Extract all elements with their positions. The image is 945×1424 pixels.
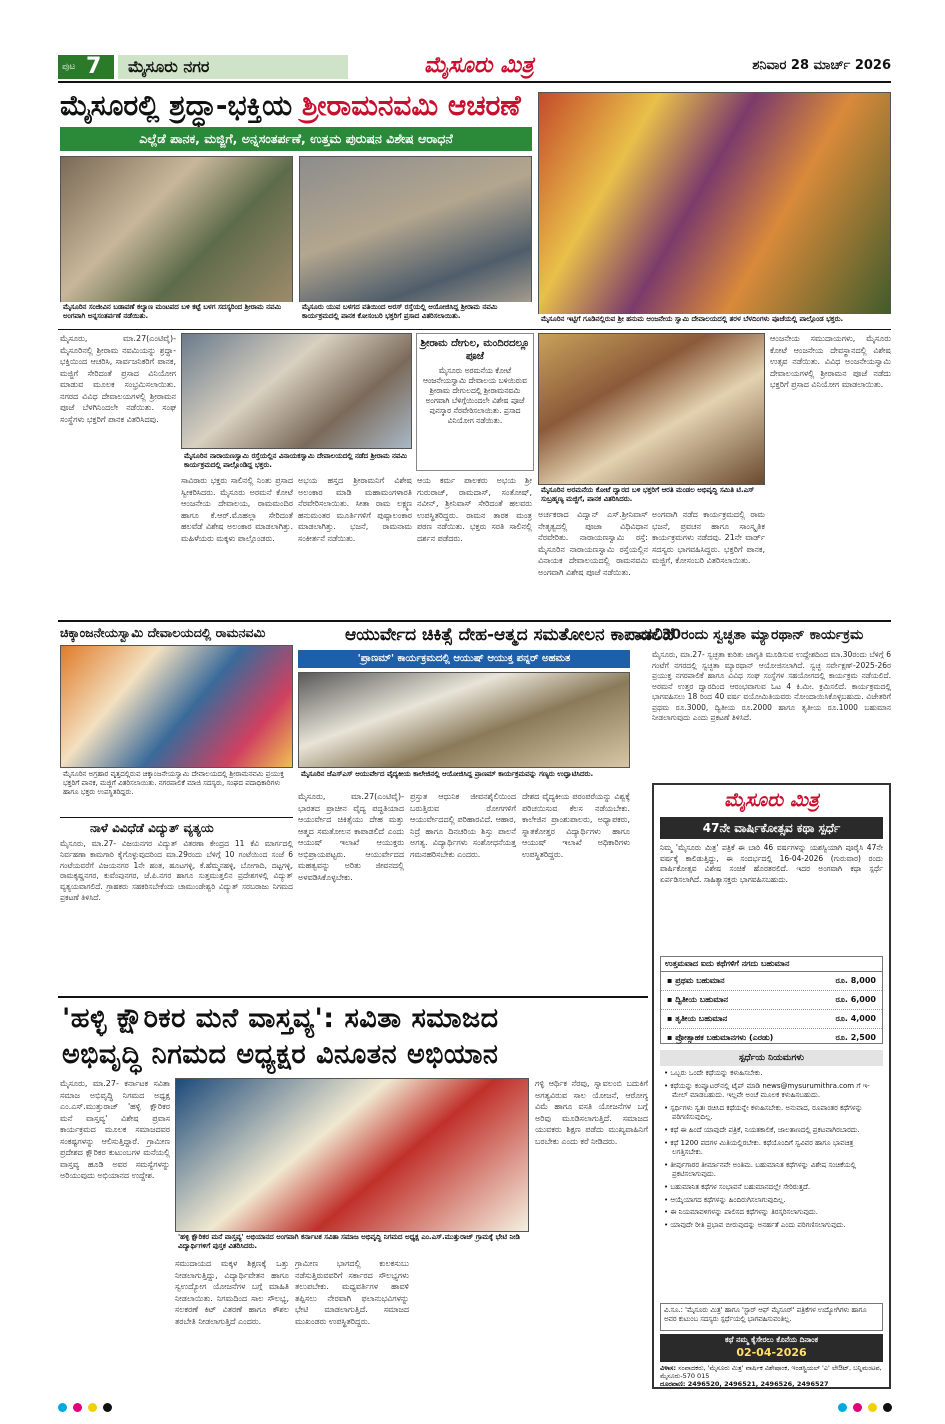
story1-box-text: ಮೈಸೂರು ಅರಮನೆಯ ಕೋಟೆ ಆಂಜನೇಯಸ್ವಾಮಿ ದೇವಾಲಯ ಬಳಿಯಿರುವ ಶ್ರೀರಾಮ ದೇಗುಲದಲ್ಲಿ ಶ್ರೀರಾಮನವಮಿ ಅಂಗವಾಗಿ ಬೆಳಿಗ್ಗೆಯಿಂದಲೇ ವಿಶೇಷ ಪೂಜೆ ಪುನಸ್ಕಾರ ನೆರವೇರಿಸಲಾಯಿತು. ಪ್ರಸಾದ ವಿನಿಯೋಗ ನಡೆಯಿತು. — [423, 366, 527, 425]
story1-column-2: ಸಾವಿರಾರು ಭಕ್ತರು ಸಾಲಿನಲ್ಲಿ ನಿಂತು ಪ್ರಸಾದ ಸ್ವೀಕರಿಸಿದರು. ಮೈಸೂರು ಅರಮನೆ ಕೋಟೆ ಆಂಜನೇಯ ದೇವಾಲಯ, ರಾಮಮಂದಿರ ಹಾಗೂ ಕೆ.ಆರ್.ಮೊಹಲ್ಲಾ ಸೇರಿದಂತೆ ಹಲವೆಡೆ ವಿಶೇಷ ಅಲಂಕಾರ ಮಾಡಲಾಗಿತ್ತು. ಮಹಿಳೆಯರು ಮಕ್ಕಳು ಪಾಲ್ಗೊಂಡರು. — [181, 476, 293, 543]
story1-photo-4 — [181, 333, 412, 449]
contest-intro: ನಿಮ್ಮ 'ಮೈಸೂರು ಮಿತ್ರ' ಪತ್ರಿಕೆ ಈ ಬಾರಿ 46 ವರ್ಷಗಳನ್ನು ಯಶಸ್ವಿಯಾಗಿ ಪೂರೈಸಿ 47ನೇ ವರ್ಷಕ್ಕೆ ಕಾಲಿಡುತ್ತಿದ್ದು, ಈ ಸಂದರ್ಭದಲ್ಲಿ 16-04-2026 (ಗುರುವಾರ) ರಂದು ವಾರ್ಷಿಕೋತ್ಸವ ವಿಶೇಷ ಸಂಚಿಕೆ ಹೊರತರಲಿದೆ. ಇದರ ಅಂಗವಾಗಿ ಕಥಾ ಸ್ಪರ್ಧೆ ಏರ್ಪಡಿಸಲಾಗಿದೆ. ಸಾಹಿತ್ಯಾಸಕ್ತರು ಭಾಗವಹಿಸಬಹುದು. — [660, 843, 883, 884]
story6-column-3: ಗ್ರಾಮೀಣ ಭಾಗದಲ್ಲಿ ಕುಲಕಸುಬು ನಡೆಸುತ್ತಿರುವವರಿಗೆ ಸರ್ಕಾರದ ಸೌಲಭ್ಯಗಳು ತಲುಪಬೇಕು. ಮಧ್ಯವರ್ತಿಗಳ ಹಾವಳಿ ತಪ್ಪಿಸಲು ನೇರವಾಗಿ ಫಲಾನುಭವಿಗಳನ್ನು ಭೇಟಿ ಮಾಡಲಾಗುತ್ತಿದೆ. ಸಮಾಜದ ಮುಖಂಡರು ಉಪಸ್ಥಿತರಿದ್ದರು. — [295, 1259, 409, 1326]
section-title: ಮೈಸೂರು ನಗರ — [118, 55, 348, 79]
contest-box — [652, 783, 891, 1389]
deadline-box — [660, 1334, 883, 1362]
story6-column-2: ಸಮುದಾಯದ ಮಕ್ಕಳ ಶಿಕ್ಷಣಕ್ಕೆ ಒತ್ತು ನೀಡಲಾಗುತ್ತಿದ್ದು, ವಿದ್ಯಾರ್ಥಿವೇತನ ಹಾಗೂ ಸ್ವಉದ್ಯೋಗ ಯೋಜನೆಗಳ ಬಗ್ಗೆ ಮಾಹಿತಿ ನೀಡಲಾಯಿತು. ನಿಗಮದಿಂದ ಸಾಲ ಸೌಲಭ್ಯ, ಸಲಕರಣೆ ಕಿಟ್ ವಿತರಣೆ ಹಾಗೂ ಕೌಶಲ ತರಬೇತಿ ನೀಡಲಾಗುತ್ತಿದೆ ಎಂದರು. — [175, 1259, 289, 1326]
registration-dot — [853, 1403, 862, 1412]
registration-dots-left — [58, 1403, 112, 1412]
issue-date: ಶನಿವಾರ 28 ಮಾರ್ಚ್ 2026 — [752, 58, 891, 73]
story1-box — [416, 333, 534, 471]
story6-column-3b — [415, 1258, 529, 1390]
story3-text: ಮೈಸೂರು, ಮಾ.27- ವಿಜಯನಗರ ವಿದ್ಯುತ್ ವಿತರಣಾ ಕೇಂದ್ರದ 11 ಕೆವಿ ಮಾರ್ಗದಲ್ಲಿ ನಿರ್ವಹಣಾ ಕಾಮಗಾರಿ ಕೈಗೊಳ್ಳುವುದರಿಂದ ಮಾ.29ರಂದು ಬೆಳಿಗ್ಗೆ 10 ಗಂಟೆಯಿಂದ ಸಂಜೆ 6 ಗಂಟೆಯವರೆಗೆ ವಿಜಯನಗರ 1ನೇ ಹಂತ, ಹೂಟಗಳ್ಳಿ, ಕೆ.ಹೆಮ್ಮನಹಳ್ಳಿ, ಬೋಗಾದಿ, ದಟ್ಟಗಳ್ಳಿ, ರಾಮಕೃಷ್ಣನಗರ, ಕುವೆಂಪುನಗರ, ಜೆ.ಪಿ.ನಗರ ಹಾಗೂ ಸುತ್ತಮುತ್ತಲಿನ ಪ್ರದೇಶಗಳಲ್ಲಿ ವಿದ್ಯುತ್ ವ್ಯತ್ಯಯವಾಗಲಿದೆ. ಗ್ರಾಹಕರು ಸಹಕರಿಸಬೇಕೆಂದು ಚಾಮುಂಡೇಶ್ವರಿ ವಿದ್ಯುತ್ ಸರಬರಾಜು ನಿಗಮದ ಪ್ರಕಟಣೆ ತಿಳಿಸಿದೆ. — [60, 839, 293, 902]
story1-caption-4: ಮೈಸೂರಿನ ನಾರಾಯಣಸ್ವಾಮಿ ರಸ್ತೆಯಲ್ಲಿನ ವಿನಾಯಕಸ್ವಾಮಿ ದೇವಾಲಯದಲ್ಲಿ ನಡೆದ ಶ್ರೀರಾಮ ನವಮಿ ಕಾರ್ಯಕ್ರಮದಲ್ಲಿ ಪಾಲ್ಗೊಂಡಿದ್ದ ಭಕ್ತರು. — [181, 451, 412, 471]
story2-photo — [60, 645, 293, 768]
deadline-date: 02-04-2026 — [736, 1346, 807, 1359]
prize-amount: ರೂ. 6,000 — [835, 995, 876, 1004]
story1-caption-5: ಮೈಸೂರಿನ ಅರಮನೆಯ ಕೋಟೆ ದ್ವಾರದ ಬಳಿ ಭಕ್ತರಿಗೆ ಆರತಿ ಮಂಡಲ ಅಭಿವೃದ್ಧಿ ಸಮಿತಿ ಟಿ.ಎಸ್ ಸುಬ್ರಹ್ಮಣ್ಯ ಮಜ್ಜಿಗೆ, ಪಾನಕ ವಿತರಿಸಿದರು. — [538, 485, 765, 505]
story5-text: ಮೈಸೂರು, ಮಾ.27- ಸ್ವಚ್ಛತಾ ಕುರಿತು ಜಾಗೃತಿ ಮೂಡಿಸುವ ಉದ್ದೇಶದಿಂದ ಮಾ.30ರಂದು ಬೆಳಿಗ್ಗೆ 6 ಗಂಟೆಗೆ ನಗರದಲ್ಲಿ ಸ್ವಚ್ಛತಾ ಮ್ಯಾರಥಾನ್ ಆಯೋಜಿಸಲಾಗಿದೆ. ಸ್ವಚ್ಛ ಸರ್ವೇಕ್ಷಣ್-2025-26ರ ಪ್ರಯುಕ್ತ ನಗರಪಾಲಿಕೆ ಹಾಗೂ ವಿವಿಧ ಸಂಘ ಸಂಸ್ಥೆಗಳ ಸಹಯೋಗದಲ್ಲಿ ಕಾರ್ಯಕ್ರಮ ನಡೆಯಲಿದೆ. ಅರಮನೆ ಉತ್ತರ ದ್ವಾರದಿಂದ ಆರಂಭವಾಗುವ ಓಟ 4 ಕಿ.ಮೀ. ಕ್ರಮಿಸಲಿದೆ. ಕಾರ್ಯಕ್ರಮದಲ್ಲಿ ಭಾಗವಹಿಸಲು 18 ರಿಂದ 40 ವರ್ಷ ವಯೋಮಿತಿಯವರು ನೋಂದಾಯಿಸಿಕೊಳ್ಳಬಹುದು. ವಿಜೇತರಿಗೆ ಪ್ರಥಮ ರೂ.3000, ದ್ವಿತೀಯ ರೂ.2000 ಹಾಗೂ ತೃತೀಯ ರೂ.1000 ಬಹುಮಾನ ನೀಡಲಾಗುವುದು ಎಂದು ಪ್ರಕಟಣೆ ತಿಳಿಸಿದೆ. — [652, 650, 891, 722]
masthead-rule — [58, 81, 891, 83]
story1-column-5: ಅರ್ಚಕರಾದ ವಿದ್ವಾನ್ ಎಸ್.ಶ್ರೀನಿವಾಸ್ ನೇತೃತ್ವದಲ್ಲಿ ಪೂಜಾ ವಿಧಿವಿಧಾನ ನೆರವೇರಿತು. ನಾರಾಯಣಸ್ವಾಮಿ ರಸ್ತೆ: ಮೈಸೂರಿನ ನಾರಾಯಣಸ್ವಾಮಿ ರಸ್ತೆಯಲ್ಲಿನ ವಿನಾಯಕ ದೇವಾಲಯದಲ್ಲಿ ರಾಮನವಮಿ ಅಂಗವಾಗಿ ವಿಶೇಷ ಪೂಜೆ ನಡೆಯಿತು. — [538, 510, 648, 577]
story1-column-7: ಆಂಜನೇಯ ಸಮುದಾಯಗಳು, ಮೈಸೂರು ಕೋಟೆ ಆಂಜನೇಯ ದೇವಸ್ಥಾನದಲ್ಲಿ ವಿಶೇಷ ಉತ್ಸವ ನಡೆಯಿತು. ವಿವಿಧ ಅಂಜನೇಯಸ್ವಾಮಿ ದೇವಾಲಯಗಳಲ್ಲಿ ಶ್ರೀರಾಮನ ಪೂಜೆ ನಡೆದು ಭಕ್ತರಿಗೆ ಪ್ರಸಾದ ವಿನಿಯೋಗ ಮಾಡಲಾಯಿತು. — [770, 334, 891, 389]
story1-column-3: ಅಭಯ ಹಸ್ತದ ಶ್ರೀರಾಮನಿಗೆ ವಿಶೇಷ ಅಲಂಕಾರ ಮಾಡಿ ಮಹಾಮಂಗಳಾರತಿ ನೆರವೇರಿಸಲಾಯಿತು. ಸೀತಾ ರಾಮ ಲಕ್ಷ್ಮಣ ಹನುಮಂತರ ಮೂರ್ತಿಗಳಿಗೆ ಪುಷ್ಪಾಲಂಕಾರ ಮಾಡಲಾಗಿತ್ತು. ಭಜನೆ, ರಾಮನಾಮ ಸಂಕೀರ್ತನೆ ನಡೆಯಿತು. — [298, 476, 412, 543]
prize-table-title: ಉತ್ತಮವಾದ ಐದು ಕಥೆಗಳಿಗೆ ನಗದು ಬಹುಮಾನ — [661, 957, 882, 972]
story1-headline-a: ಮೈಸೂರಲ್ಲಿ ಶ್ರದ್ಧಾ-ಭಕ್ತಿಯ — [60, 89, 293, 122]
rules-title: ಸ್ಪರ್ಧೆಯ ನಿಯಮಗಳು — [660, 1050, 883, 1066]
page-number: 7 — [86, 54, 102, 79]
registration-dot — [868, 1403, 877, 1412]
prize-label: ▪ ಪ್ರಥಮ ಬಹುಮಾನ — [667, 976, 725, 985]
story1-headline-b: ಶ್ರೀರಾಮನವಮಿ ಆಚರಣೆ — [301, 89, 521, 122]
rule-item: • ಕಥೆಯನ್ನು ಕಂಪ್ಯೂಟರ್‌ನಲ್ಲಿ ಟೈಪ್ ಮಾಡಿ news@mysurumithra.com ಗೆ ಇ-ಮೇಲ್ ಮಾಡಬಹುದು. ಇಲ್ಲವೇ ಅಂಚೆ ಮೂಲಕ ಕಳುಹಿಸಬಹುದು. — [664, 1081, 870, 1100]
story1-caption-1: ಮೈಸೂರಿನ ಸಂಜೀವಿನ ಬಡಾವಣೆ ಕಲ್ಯಾಣ ಮಂಟಪದ ಬಳಿ ಕಟ್ಟೆ ಬಳಗ ಸದಸ್ಯರಿಂದ ಶ್ರೀರಾಮ ನವಮಿ ಅಂಗವಾಗಿ ಅನ್ನಸಂತರ್ಪಣೆ ನಡೆಯಿತು. — [60, 302, 293, 324]
prize-label: ▪ ದ್ವಿತೀಯ ಬಹುಮಾನ — [667, 995, 729, 1004]
story1-bottom-rule — [58, 620, 891, 622]
story4-subhead: 'ಪ್ರಾಣಮ್' ಕಾರ್ಯಕ್ರಮದಲ್ಲಿ ಆಯುಷ್ ಆಯುಕ್ತ ಪನ್ನರ್ ಅಹಮತ — [298, 650, 630, 668]
story1-column-1: ಮೈಸೂರು, ಮಾ.27(ಎಂಟಿವೈ)- ಮೈಸೂರಿನಲ್ಲಿ ಶ್ರೀರಾಮ ನವಮಿಯನ್ನು ಶ್ರದ್ಧಾ-ಭಕ್ತಿಯಿಂದ ಆಚರಿಸಿ, ಸಾರ್ವಜನಿಕರಿಗೆ ಪಾನಕ, ಮಜ್ಜಿಗೆ ಸೇರಿದಂತೆ ಪ್ರಸಾದ ವಿನಿಯೋಗ ಮಾಡುವ ಮೂಲಕ ಸಂಭ್ರಮಿಸಲಾಯಿತು. ನಗರದ ವಿವಿಧ ದೇವಾಲಯಗಳಲ್ಲಿ ಶ್ರೀರಾಮನ ಪೂಜೆ ಬೆಳಗಿನಿಂದಲೇ ನಡೆಯಿತು. ಸಂಘ ಸಂಸ್ಥೆಗಳು ಭಕ್ತರಿಗೆ ಪಾನಕ ವಿತರಿಸಿದವು. — [60, 334, 176, 424]
story6-photo — [175, 1078, 529, 1232]
registration-dot — [88, 1403, 97, 1412]
masthead — [58, 52, 891, 80]
rule-item: • ಆಯ್ಕೆಯಾಗದ ಕಥೆಗಳನ್ನು ಹಿಂದಿರುಗಿಸಲಾಗುವುದಿಲ್ಲ. — [664, 1195, 786, 1204]
registration-dot — [73, 1403, 82, 1412]
story1-box-title: ಶ್ರೀರಾಮ ದೇಗುಲ, ಮಂದಿರದಲ್ಲೂ ಪೂಜೆ — [420, 338, 530, 362]
rules-list — [664, 1069, 883, 1299]
registration-dots-right — [838, 1403, 892, 1412]
story1-photo-2 — [299, 156, 532, 324]
deadline-label: ಕಥೆ ನಮ್ಮ ಕೈಸೇರಲು ಕೊನೆಯ ದಿನಾಂಕ — [725, 1335, 818, 1344]
story6-headline-1: 'ಹಳ್ಳಿ ಕ್ಷೌರಿಕರ ಮನೆ ವಾಸ್ತವ್ಯ': ಸವಿತಾ ಸಮಾಜದ — [62, 1003, 499, 1034]
rule-item: • ಈ ನಿಯಮಾವಳಿಗಳನ್ನು ಪಾಲಿಸದ ಕಥೆಗಳನ್ನು ತಿರಸ್ಕರಿಸಲಾಗುವುದು. — [664, 1208, 818, 1217]
prize-row — [661, 1029, 882, 1047]
story1-caption-3: ಮೈಸೂರಿನ ಇಟ್ಟಿಗೆ ಗೂಡಿನಲ್ಲಿರುವ ಶ್ರೀ ಹನುಮ ಆಂಜನೇಯ ಸ್ವಾಮಿ ದೇವಾಲಯದಲ್ಲಿ ತರಳ ಬೆಳದಿಂಗಳು ಪೂಜೆಯಲ್ಲಿ ಪಾಲ್ಗೊಂಡ ಭಕ್ತರು. — [538, 314, 891, 326]
address-text: ಸಂಪಾದಕರು, 'ಮೈಸೂರು ಮಿತ್ರ' ವಾರ್ಷಿಕ ವಿಶೇಷಾಂಕ, ಇಂಡಸ್ಟ್ರಿಯಲ್ 'ಎ' ಲೇಔಟ್, ಬನ್ನಿಮಂಟಪ, ಮೈಸೂರು-570 015 — [660, 1364, 882, 1380]
prize-rows — [661, 972, 882, 1047]
rule-item: • ಬಹುಮಾನಿತ ಕಥೆಗಳ ಸಂಭಾವನೆ ಬಹುಮಾನದಲ್ಲೇ ಸೇರಿರುತ್ತದೆ. — [664, 1182, 811, 1191]
rule-item: • ಸ್ಪರ್ಧಿಗಳು ಸ್ವತಃ ರಚಿಸಿದ ಕಥೆಯನ್ನೇ ಕಳುಹಿಸಬೇಕು. ಅನುವಾದ, ರೂಪಾಂತರ ಕಥೆಗಳನ್ನು ಪರಿಗಣಿಸುವುದಿಲ್ಲ. — [664, 1103, 863, 1122]
prize-row — [661, 1010, 882, 1029]
rule-item: • ಯಾವುದೇ ರೀತಿ ಪ್ರಭಾವ ಬೀರುವುದನ್ನು ಅನರ್ಹತೆ ಎಂದು ಪರಿಗಣಿಸಲಾಗುವುದು. — [664, 1220, 846, 1229]
prize-table — [660, 956, 883, 1044]
paper-name: ಮೈಸೂರು ಮಿತ್ರ — [424, 53, 534, 78]
registration-dot — [58, 1403, 67, 1412]
story3-headline: ನಾಳೆ ವಿವಿಧೆಡೆ ವಿದ್ಯುತ್ ವ್ಯತ್ಯಯ — [90, 821, 214, 835]
story1-subhead: ಎಲ್ಲೆಡೆ ಪಾನಕ, ಮಜ್ಜಿಗೆ, ಅನ್ನಸಂತರ್ಪಣೆ, ಉತ್ತಮ ಪುರುಷನ ವಿಶೇಷ ಆರಾಧನೆ — [60, 127, 532, 151]
prize-amount: ರೂ. 2,500 — [835, 1033, 876, 1042]
story4-column-2: ಪ್ರಸ್ತುತ ಆಧುನಿಕ ಜೀವನಶೈಲಿಯಿಂದ ಬರುತ್ತಿರುವ ರೋಗಗಳಿಗೆ ಆಯುರ್ವೇದದಲ್ಲಿ ಪರಿಹಾರವಿದೆ. ಆಹಾರ, ನಿದ್ರೆ ಹಾಗೂ ದಿನಚರಿಯ ಶಿಸ್ತು ಪಾಲನೆ ಅಗತ್ಯ. ವಿದ್ಯಾರ್ಥಿಗಳು ಸಂಶೋಧನೆಯತ್ತ ಗಮನಹರಿಸಬೇಕು ಎಂದರು. — [410, 792, 516, 859]
story1-column-4: ಆಯ ಕರ್ಮ ಪಾಲಕರು ಅಭಯ ಶ್ರೀ ಗುರುರಾಜ್, ರಾಮದಾಸ್, ಸಂತೋಷ್, ನವೀನ್, ಶ್ರೀನಿವಾಸ್ ಸೇರಿದಂತೆ ಹಲವರು ಉಪಸ್ಥಿತರಿದ್ದರು. ರಾಮನ ತಾರಕ ಮಂತ್ರ ಪಠಣ ನಡೆಯಿತು. ಭಕ್ತರು ಸರತಿ ಸಾಲಿನಲ್ಲಿ ದರ್ಶನ ಪಡೆದರು. — [417, 476, 532, 543]
page-number-box — [58, 55, 114, 79]
story3-top-rule — [60, 817, 293, 818]
story1-headline — [60, 88, 521, 124]
story6-column-4: ಗಳ್ಳಿ ಆರ್ಥಿಕ ನೆರವು, ಸ್ವಾವಲಂಬಿ ಬದುಕಿಗೆ ಅಗತ್ಯವಿರುವ ಸಾಲ ಯೋಜನೆ, ಆರೋಗ್ಯ ವಿಮೆ ಹಾಗೂ ವಸತಿ ಯೋಜನೆಗಳ ಬಗ್ಗೆ ಅರಿವು ಮೂಡಿಸಲಾಗುತ್ತಿದೆ. ಸಮಾಜದ ಯುವಕರು ಶಿಕ್ಷಣ ಪಡೆದು ಮುಖ್ಯವಾಹಿನಿಗೆ ಬರಬೇಕು ಎಂದು ಕರೆ ನೀಡಿದರು. — [535, 1079, 648, 1146]
story1-photo-1 — [60, 156, 293, 324]
story1-caption-2: ಮೈಸೂರು ಯುವ ಬಳಗದ ವತಿಯಿಂದ ಅರಸ್ ರಸ್ತೆಯಲ್ಲಿ ಆಯೋಜಿಸಿದ್ದ ಶ್ರೀರಾಮ ನವಮಿ ಕಾರ್ಯಕ್ರಮದಲ್ಲಿ ಪಾನಕ ಕೋಸಂಬರಿ ಭಕ್ತರಿಗೆ ಪ್ರಸಾದ ವಿತರಿಸಲಾಯಿತು. — [299, 302, 532, 324]
address-label: ವಿಳಾಸ: — [660, 1364, 677, 1372]
prize-row — [661, 991, 882, 1010]
story4-column-3: ದೇಶದ ವೈದ್ಯಕೀಯ ಪರಂಪರೆಯನ್ನು ವಿಶ್ವಕ್ಕೆ ಪರಿಚಯಿಸುವ ಕೆಲಸ ನಡೆಯಬೇಕು. ಕಾಲೇಜಿನ ಪ್ರಾಂಶುಪಾಲರು, ಅಧ್ಯಾಪಕರು, ಸ್ನಾತಕೋತ್ತರ ವಿದ್ಯಾರ್ಥಿಗಳು ಹಾಗೂ ಆಯುಷ್ ಇಲಾಖೆ ಅಧಿಕಾರಿಗಳು ಉಪಸ್ಥಿತರಿದ್ದರು. — [522, 792, 630, 859]
story6-headline-2: ಅಭಿವೃದ್ಧಿ ನಿಗಮದ ಅಧ್ಯಕ್ಷರ ವಿನೂತನ ಅಭಿಯಾನ — [62, 1039, 499, 1070]
address-phone: ದೂರವಾಣಿ: 2496520, 2496521, 2496526, 2496527 — [660, 1380, 829, 1388]
story6-top-rule — [58, 996, 648, 998]
story2-caption: ಮೈಸೂರಿನ ಅಗ್ರಹಾರ ವೃತ್ತದಲ್ಲಿರುವ ಚಿಕ್ಕಾಂಜನೇಯಸ್ವಾಮಿ ದೇವಾಲಯದಲ್ಲಿ ಶ್ರೀರಾಮನವಮಿ ಪ್ರಯುಕ್ತ ಭಕ್ತರಿಗೆ ಪಾನಕ, ಮಜ್ಜಿಗೆ ವಿತರಿಸಲಾಯಿತು. ನಗರಪಾಲಿಕೆ ಮಾಜಿ ಸದಸ್ಯರು, ಸಂಘದ ಪದಾಧಿಕಾರಿಗಳು ಹಾಗೂ ಭಕ್ತರು ಉಪಸ್ಥಿತರಿದ್ದರು. — [60, 769, 293, 815]
story1-photo-5 — [538, 333, 765, 485]
rule-item: • ತೀರ್ಪುಗಾರರ ತೀರ್ಮಾನವೇ ಅಂತಿಮ. ಬಹುಮಾನಿತ ಕಥೆಗಳನ್ನು ವಿಶೇಷ ಸಂಚಿಕೆಯಲ್ಲಿ ಪ್ರಕಟಿಸಲಾಗುವುದು. — [664, 1160, 856, 1179]
prize-amount: ರೂ. 4,000 — [835, 1014, 876, 1023]
page-word: ಪುಟ — [62, 62, 76, 72]
story2-headline: ಚಿಕ್ಕಾಂಜನೇಯಸ್ವಾಮಿ ದೇವಾಲಯದಲ್ಲಿ ರಾಮನವಮಿ — [60, 625, 266, 640]
rule-item: • ಕಥೆ ಈ ಹಿಂದೆ ಯಾವುದೇ ಪತ್ರಿಕೆ, ನಿಯತಕಾಲಿಕೆ, ಜಾಲತಾಣದಲ್ಲಿ ಪ್ರಕಟವಾಗಿರಬಾರದು. — [664, 1125, 860, 1134]
story4-caption: ಮೈಸೂರಿನ ಜೆಎಸ್‌ಎಸ್ ಆಯುರ್ವೇದ ವೈದ್ಯಕೀಯ ಕಾಲೇಜಿನಲ್ಲಿ ಆಯೋಜಿಸಿದ್ದ ಪ್ರಾಣಮ್ ಕಾರ್ಯಕ್ರಮವನ್ನು ಗಣ್ಯರು ಉದ್ಘಾಟಿಸಿದರು. — [298, 769, 630, 789]
registration-dot — [883, 1403, 892, 1412]
story4-photo — [298, 672, 630, 768]
story6-column-1: ಮೈಸೂರು, ಮಾ.27- ಕರ್ನಾಟಕ ಸವಿತಾ ಸಮಾಜ ಅಭಿವೃದ್ಧಿ ನಿಗಮದ ಅಧ್ಯಕ್ಷ ಎಂ.ಎಸ್.ಮುತ್ತುರಾಜ್ 'ಹಳ್ಳಿ ಕ್ಷೌರಿಕರ ಮನೆ ವಾಸ್ತವ್ಯ' ವಿಶೇಷ ಪ್ರವಾಸ ಕಾರ್ಯಕ್ರಮದ ಮೂಲಕ ಸಮಾಜದವರ ಸಂಕಷ್ಟಗಳನ್ನು ಆಲಿಸುತ್ತಿದ್ದಾರೆ. ಗ್ರಾಮೀಣ ಪ್ರದೇಶದ ಕ್ಷೌರಿಕರ ಕುಟುಂಬಗಳ ಮನೆಯಲ್ಲಿ ವಾಸ್ತವ್ಯ ಹೂಡಿ ಅವರ ಸಮಸ್ಯೆಗಳನ್ನು ಅರಿಯುವುದು ಅಭಿಯಾನದ ಉದ್ದೇಶ. — [60, 1079, 170, 1180]
story5-headline: ಮಾ.30ರಂದು ಸ್ವಚ್ಛತಾ ಮ್ಯಾರಥಾನ್ ಕಾರ್ಯಕ್ರಮ — [638, 627, 864, 643]
contest-title: 47ನೇ ವಾರ್ಷಿಕೋತ್ಸವ ಕಥಾ ಸ್ಪರ್ಧೆ — [660, 817, 883, 839]
story4-column-1: ಮೈಸೂರು, ಮಾ.27(ಎಂಟಿವೈ)- ಭಾರತದ ಪ್ರಾಚೀನ ವೈದ್ಯ ಪದ್ಧತಿಯಾದ ಆಯುರ್ವೇದ ಚಿಕಿತ್ಸೆಯು ದೇಹ ಮತ್ತು ಆತ್ಮದ ಸಮತೋಲನ ಕಾಪಾಡಲಿದೆ ಎಂದು ಆಯುಷ್ ಇಲಾಖೆ ಆಯುಕ್ತರು ಅಭಿಪ್ರಾಯಪಟ್ಟರು. ಆಯುರ್ವೇದದ ಮಹತ್ವವನ್ನು ಅರಿತು ಜೀವನದಲ್ಲಿ ಅಳವಡಿಸಿಕೊಳ್ಳಬೇಕು. — [298, 792, 404, 882]
registration-dot — [838, 1403, 847, 1412]
prize-amount: ರೂ. 8,000 — [835, 976, 876, 985]
contest-address — [660, 1364, 883, 1388]
prize-row — [661, 972, 882, 991]
contest-note: ವಿ.ಸೂ.: 'ಮೈಸೂರು ಮಿತ್ರ' ಹಾಗೂ 'ಸ್ಟಾರ್ ಆಫ್ ಮೈಸೂರ್' ಪತ್ರಿಕೆಗಳ ಉದ್ಯೋಗಿಗಳು ಹಾಗೂ ಅವರ ಕುಟುಂಬ ಸದಸ್ಯರು ಸ್ಪರ್ಧೆಯಲ್ಲಿ ಭಾಗವಹಿಸುವಂತಿಲ್ಲ. — [660, 1303, 883, 1331]
prize-label: ▪ ಪ್ರೋತ್ಸಾಹಕ ಬಹುಮಾನಗಳು (ಎರಡು) — [667, 1033, 774, 1042]
contest-logo: ಮೈಸೂರು ಮಿತ್ರ — [724, 789, 819, 811]
rule-item: • ಕಥೆ 1200 ಪದಗಳ ಮಿತಿಯಲ್ಲಿರಬೇಕು. ಕಥೆಯೊಂದಿಗೆ ಸ್ವವಿವರ ಹಾಗೂ ಭಾವಚಿತ್ರ ಲಗತ್ತಿಸಬೇಕು. — [664, 1138, 854, 1157]
story1-column-6: ಅಂಗವಾಗಿ ನಡೆದ ಕಾರ್ಯಕ್ರಮದಲ್ಲಿ ರಾಮ ಭಜನೆ, ಪ್ರವಚನ ಹಾಗೂ ಸಾಂಸ್ಕೃತಿಕ ಕಾರ್ಯಕ್ರಮಗಳು ನಡೆದವು. 21ನೇ ವಾರ್ಡ್ ಸದಸ್ಯರು ಭಾಗವಹಿಸಿದ್ದರು. ಭಕ್ತರಿಗೆ ಪಾನಕ, ಮಜ್ಜಿಗೆ, ಕೋಸಂಬರಿ ವಿತರಿಸಲಾಯಿತು. — [652, 510, 765, 565]
story4-headline: ಆಯುರ್ವೇದ ಚಿಕಿತ್ಸೆ ದೇಹ-ಆತ್ಮದ ಸಮತೋಲನ ಕಾಪಾಡಲಿದೆ — [345, 625, 675, 645]
story1-photo-3 — [538, 92, 891, 324]
story1-divider — [58, 329, 891, 330]
prize-label: ▪ ತೃತೀಯ ಬಹುಮಾನ — [667, 1014, 728, 1023]
rule-item: • ಒಬ್ಬರು ಒಂದೇ ಕಥೆಯನ್ನು ಕಳುಹಿಸಬೇಕು. — [664, 1069, 763, 1077]
registration-dot — [103, 1403, 112, 1412]
story6-caption: 'ಹಳ್ಳಿ ಕ್ಷೌರಿಕರ ಮನೆ ವಾಸ್ತವ್ಯ' ಅಭಿಯಾನದ ಅಂಗವಾಗಿ ಕರ್ನಾಟಕ ಸವಿತಾ ಸಮಾಜ ಅಭಿವೃದ್ಧಿ ನಿಗಮದ ಅಧ್ಯಕ್ಷ ಎಂ.ಎಸ್.ಮುತ್ತುರಾಜ್ ಗ್ರಾಮಕ್ಕೆ ಭೇಟಿ ನೀಡಿ ವಿದ್ಯಾರ್ಥಿಗಳಿಗೆ ಪುಸ್ತಕ ವಿತರಿಸಿದರು. — [175, 1232, 529, 1254]
